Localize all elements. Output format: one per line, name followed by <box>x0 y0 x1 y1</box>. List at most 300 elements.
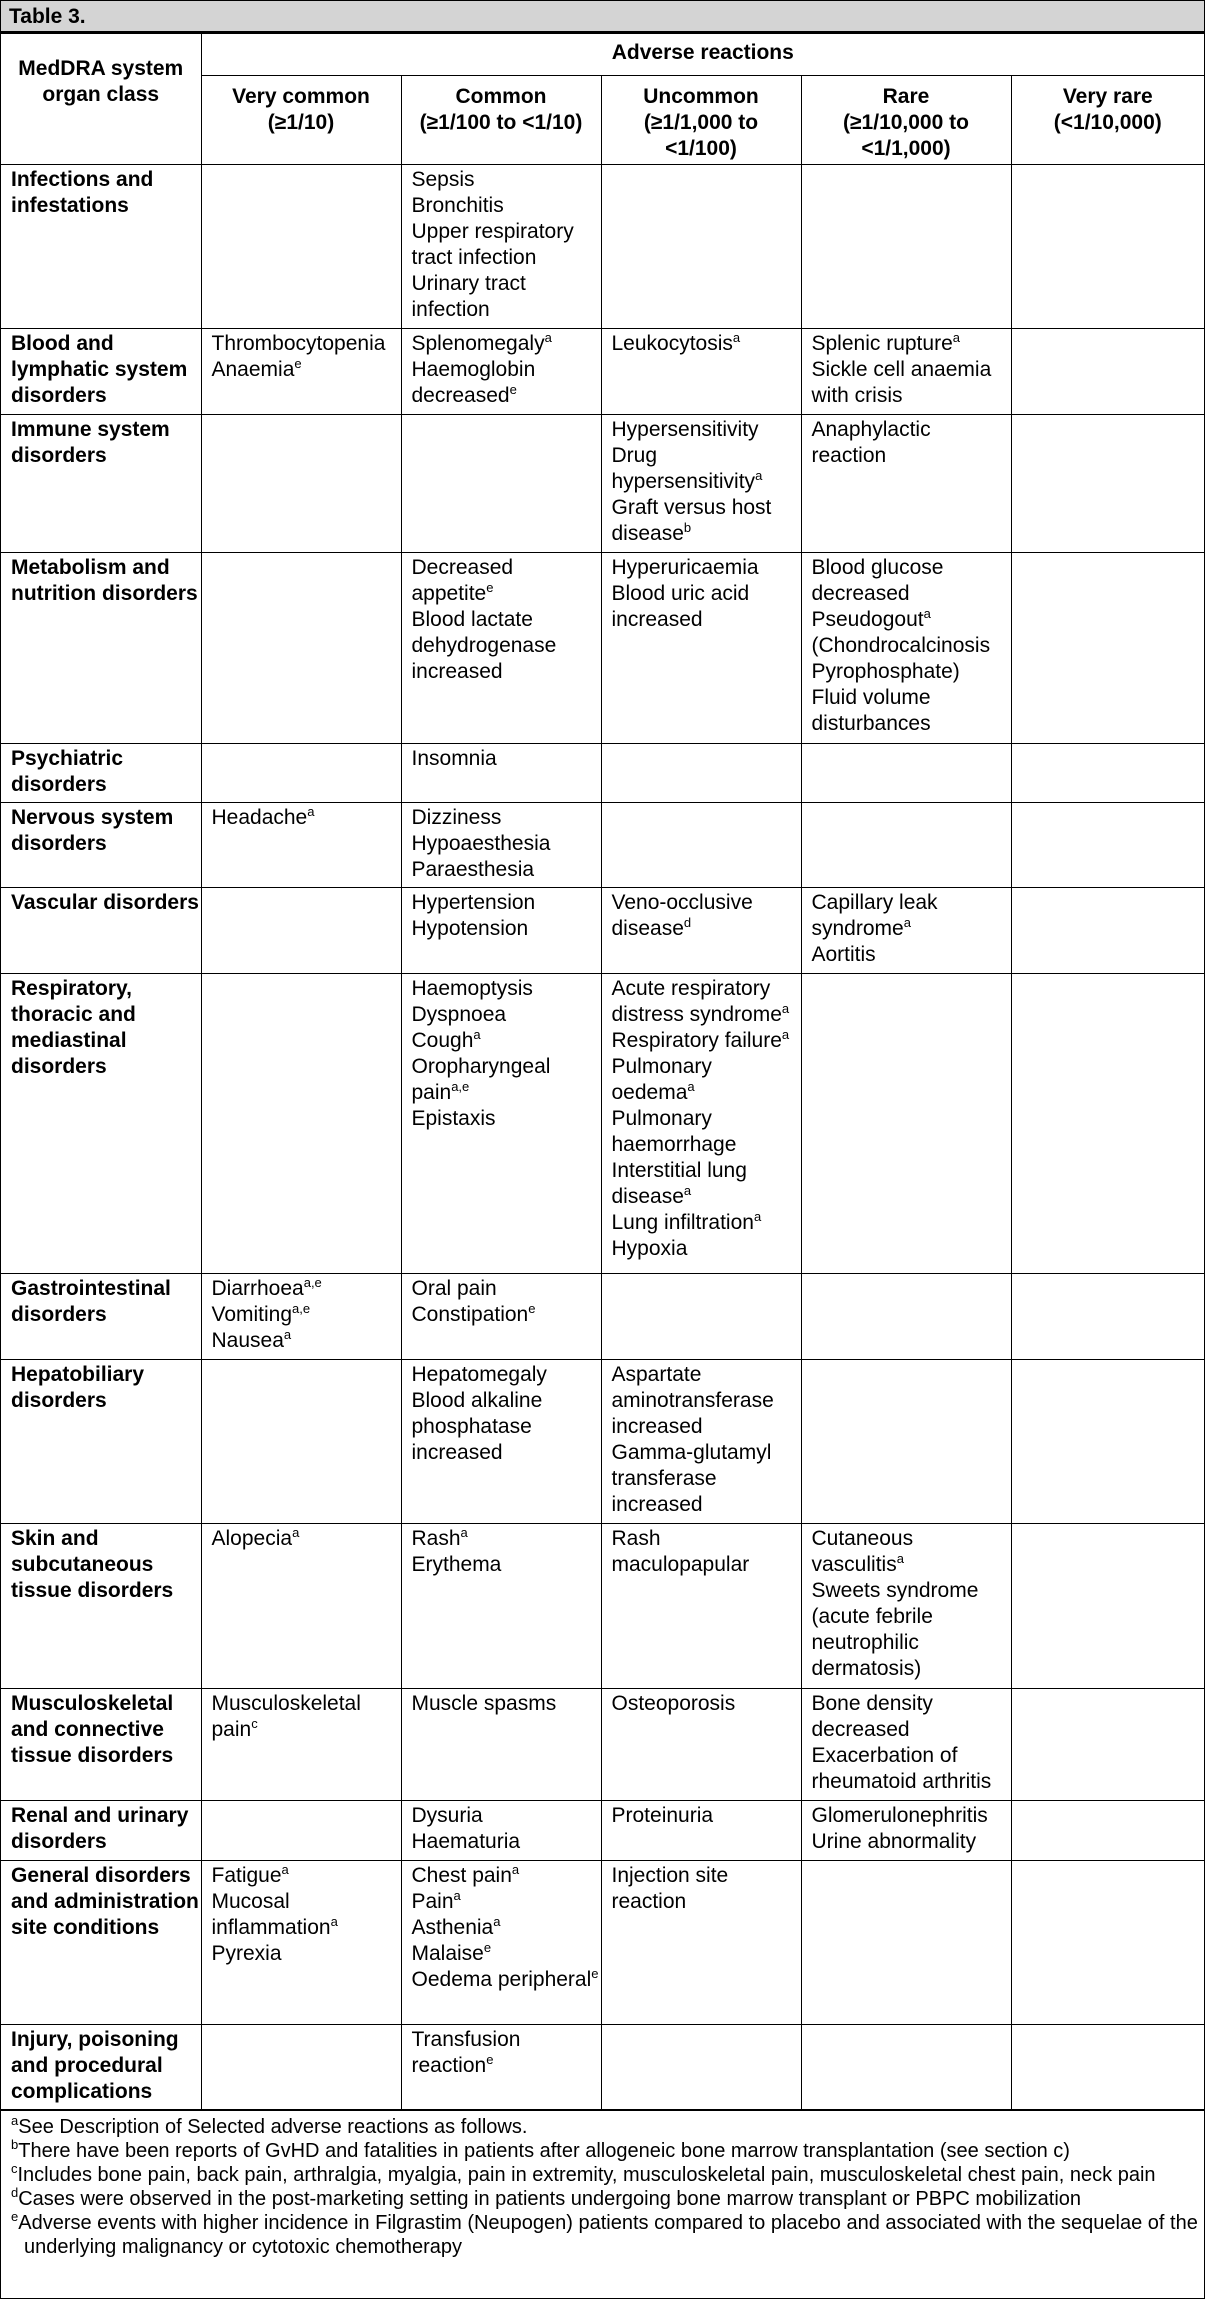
reaction-item <box>612 1440 801 1518</box>
table-header <box>1 34 1204 165</box>
reaction-item <box>412 1362 601 1388</box>
reaction-cell <box>201 1274 401 1360</box>
reaction-item <box>412 331 601 357</box>
reaction-cell <box>401 888 601 974</box>
soc-cell: Injury, poisoning and procedural complications <box>1 2025 201 2110</box>
reaction-text: Pseudogout <box>811 608 924 631</box>
reaction-text: Proteinuria <box>611 1804 714 1827</box>
reaction-cell <box>801 329 1011 415</box>
frequency-range: (<1/10,000) <box>1053 111 1162 134</box>
soc-cell: Immune system disorders <box>1 415 201 553</box>
reaction-cell <box>201 1524 401 1689</box>
reaction-cell <box>601 415 801 553</box>
reaction-text: Hepatomegaly <box>411 1363 547 1386</box>
reaction-item <box>412 805 601 831</box>
reaction-item <box>412 1829 601 1855</box>
reaction-cell <box>201 1861 401 2025</box>
reaction-item <box>612 1362 801 1440</box>
reaction-text: Paraesthesia <box>411 858 535 881</box>
footnote-marker: e <box>294 356 302 371</box>
reaction-text: Capillary leak syndrome <box>811 891 938 940</box>
reaction-cell <box>801 1274 1011 1360</box>
table-row <box>1 1360 1204 1524</box>
reaction-text: Respiratory failure <box>611 1029 782 1052</box>
reaction-item <box>412 219 601 271</box>
reaction-item <box>412 357 601 409</box>
reaction-text: Musculoskeletal pain <box>211 1692 361 1741</box>
reaction-item <box>612 1210 801 1236</box>
frequency-name: Very common <box>232 85 370 108</box>
reaction-cell <box>401 1689 601 1801</box>
footnote-marker: a <box>896 1551 904 1566</box>
reaction-cell <box>201 2025 401 2110</box>
reaction-item <box>412 1552 601 1578</box>
reaction-text: Muscle spasms <box>411 1692 557 1715</box>
reaction-item <box>812 417 1011 469</box>
reaction-text: Decreased appetite <box>411 556 514 605</box>
reaction-cell <box>201 165 401 329</box>
reaction-text: Hypoxia <box>611 1237 688 1260</box>
reaction-text: Splenomegaly <box>411 332 545 355</box>
reaction-cell <box>1011 1274 1204 1360</box>
reaction-cell <box>801 974 1011 1274</box>
footnote-marker: a <box>330 1914 338 1929</box>
reaction-text: Epistaxis <box>411 1107 496 1130</box>
table-row <box>1 803 1204 888</box>
reaction-cell <box>801 415 1011 553</box>
reaction-cell <box>1011 1861 1204 2025</box>
reaction-cell <box>601 1274 801 1360</box>
reaction-cell <box>601 329 801 415</box>
frequency-range: (≥1/1,000 to <1/100) <box>643 111 759 160</box>
reaction-item <box>612 890 801 942</box>
reaction-text: Aortitis <box>811 943 876 966</box>
footnote-marker: a <box>753 1209 762 1224</box>
footnote-mark: b <box>11 2137 19 2152</box>
reaction-item <box>412 1054 601 1106</box>
reaction-cell <box>601 888 801 974</box>
reaction-text: Haemoptysis <box>411 977 533 1000</box>
reaction-item <box>612 1863 801 1915</box>
reaction-text: Fluid volume disturbances <box>811 686 931 735</box>
reaction-cell <box>1011 2025 1204 2110</box>
reaction-item <box>412 976 601 1002</box>
table-row <box>1 974 1204 1274</box>
reaction-cell <box>401 744 601 803</box>
soc-cell: Infections and infestations <box>1 165 201 329</box>
reaction-item <box>412 746 601 772</box>
reaction-cell <box>201 744 401 803</box>
reaction-cell <box>401 415 601 553</box>
reaction-text: Haemoglobin decreased <box>411 358 536 407</box>
reaction-item <box>412 167 601 193</box>
reaction-item <box>412 1388 601 1466</box>
footnote-marker: d <box>683 915 692 930</box>
adverse-reactions-table <box>1 33 1204 2110</box>
reaction-cell <box>201 415 401 553</box>
reaction-cell <box>601 803 801 888</box>
reaction-item <box>412 1863 601 1889</box>
footnote-marker: a <box>903 915 911 930</box>
reaction-cell <box>1011 553 1204 744</box>
footnote <box>11 2115 1204 2139</box>
reaction-cell <box>1011 415 1204 553</box>
reaction-cell <box>801 2025 1011 2110</box>
reaction-item <box>412 831 601 857</box>
reaction-text: Insomnia <box>411 747 497 770</box>
reaction-text: Acute respiratory distress syndrome <box>611 977 782 1026</box>
reaction-item <box>412 1915 601 1941</box>
reaction-item <box>612 1803 801 1829</box>
reaction-item <box>812 890 1011 942</box>
reaction-text: Pulmonary haemorrhage <box>611 1107 737 1156</box>
footnote-marker: a <box>952 330 960 345</box>
reaction-text: Aspartate aminotransferase increased <box>611 1363 774 1438</box>
reaction-cell <box>1011 974 1204 1274</box>
reaction-cell <box>801 165 1011 329</box>
reaction-cell <box>401 1861 601 2025</box>
reaction-text: Hypoaesthesia <box>411 832 551 855</box>
reaction-cell <box>401 1360 601 1524</box>
reaction-item <box>212 1691 401 1743</box>
footnote-marker: a <box>473 1027 481 1042</box>
footnote-marker: a <box>755 468 763 483</box>
footnote-marker: e <box>483 1940 492 1955</box>
reaction-cell <box>1011 744 1204 803</box>
footnote-marker: c <box>251 1716 258 1731</box>
reaction-text: Leukocytosis <box>611 332 733 355</box>
reaction-text: Injection site reaction <box>611 1864 729 1913</box>
reaction-item <box>412 890 601 916</box>
reaction-cell <box>1011 1689 1204 1801</box>
footnote-marker: a,e <box>303 1275 322 1290</box>
reaction-text: Oedema peripheral <box>411 1968 592 1991</box>
table-row <box>1 1524 1204 1689</box>
reaction-text: Sepsis <box>411 168 475 191</box>
table-row <box>1 1801 1204 1861</box>
reaction-text: Nausea <box>211 1329 284 1352</box>
table-row <box>1 1689 1204 1801</box>
reaction-text: Sickle cell anaemia with crisis <box>811 358 992 407</box>
reaction-cell <box>601 1524 801 1689</box>
reaction-item <box>412 271 601 323</box>
reaction-cell <box>601 1360 801 1524</box>
reaction-item <box>812 685 1011 737</box>
footnote-marker: b <box>683 520 692 535</box>
reaction-cell <box>1011 329 1204 415</box>
adverse-reactions-header <box>201 34 1204 76</box>
reaction-text: Rash <box>411 1527 461 1550</box>
reaction-text: Sweets syndrome (acute febrile neutrophilic dermatosis) <box>811 1579 979 1680</box>
reaction-item <box>412 193 601 219</box>
reaction-item <box>612 417 801 443</box>
reaction-cell <box>401 553 601 744</box>
reaction-item <box>412 1889 601 1915</box>
footnote <box>11 2211 1204 2259</box>
adverse-reactions-label: Adverse reactions <box>611 41 794 64</box>
reaction-item <box>212 1302 401 1328</box>
reaction-text: Vomiting <box>211 1303 293 1326</box>
frequency-column-header <box>401 76 601 165</box>
footnote-mark: c <box>11 2161 18 2176</box>
reaction-item <box>212 1276 401 1302</box>
reaction-text: Asthenia <box>411 1916 494 1939</box>
reaction-text: Erythema <box>411 1553 502 1576</box>
reaction-cell <box>601 1861 801 2025</box>
reaction-cell <box>1011 1524 1204 1689</box>
reaction-item <box>412 2027 601 2079</box>
footnote-marker: a <box>292 1525 300 1540</box>
reaction-text: Gamma-glutamyl transferase increased <box>611 1441 772 1516</box>
reaction-item <box>612 1054 801 1106</box>
reaction-item <box>412 1526 601 1552</box>
reaction-text: Exacerbation of rheumatoid arthritis <box>811 1744 992 1793</box>
footnote-marker: a <box>732 330 741 345</box>
reaction-text: Pain <box>411 1890 454 1913</box>
reaction-text: Hypotension <box>411 917 529 940</box>
reaction-item <box>812 942 1011 968</box>
reaction-cell <box>201 803 401 888</box>
reaction-item <box>812 1691 1011 1743</box>
soc-cell: Blood and lymphatic system disorders <box>1 329 201 415</box>
frequency-name: Very rare <box>1062 85 1153 108</box>
reaction-item <box>812 555 1011 607</box>
reaction-text: Anaphylactic reaction <box>811 418 931 467</box>
reaction-text: Splenic rupture <box>811 332 953 355</box>
reaction-cell <box>401 1524 601 1689</box>
footnote-text: Adverse events with higher incidence in Filgrastim (Neupogen) patients compared to placebo and associated with the sequelae of the underlying malignancy or cytotoxic chemotherapy <box>18 2212 1198 2258</box>
reaction-text: Urine abnormality <box>811 1830 977 1853</box>
footnote-text: See Description of Selected adverse reactions as follows. <box>18 2116 528 2138</box>
frequency-name: Rare <box>882 85 930 108</box>
reaction-text: Chest pain <box>411 1864 512 1887</box>
reaction-cell <box>601 1689 801 1801</box>
reaction-item <box>212 331 401 357</box>
footnote-marker: a <box>283 1327 292 1342</box>
reaction-item <box>412 916 601 942</box>
table-row <box>1 553 1204 744</box>
soc-cell: Nervous system disorders <box>1 803 201 888</box>
reaction-item <box>412 1106 601 1132</box>
reaction-text: Diarrhoea <box>211 1277 304 1300</box>
reaction-text: Alopecia <box>211 1527 293 1550</box>
footnote-marker: e <box>591 1966 599 1981</box>
frequency-range: (≥1/100 to <1/10) <box>419 111 583 134</box>
reaction-cell <box>801 803 1011 888</box>
reaction-text: Veno-occlusive disease <box>611 891 753 940</box>
reaction-item <box>612 331 801 357</box>
reaction-item <box>412 1967 601 1993</box>
reaction-text: Cough <box>411 1029 474 1052</box>
table-row <box>1 2025 1204 2110</box>
footnote-marker: a <box>683 1183 692 1198</box>
table-row <box>1 1274 1204 1360</box>
reaction-item <box>412 1028 601 1054</box>
reaction-text: Dysuria <box>411 1804 483 1827</box>
reaction-cell <box>1011 1360 1204 1524</box>
reaction-text: Headache <box>211 806 308 829</box>
reaction-item <box>212 1889 401 1941</box>
reaction-cell <box>801 888 1011 974</box>
reaction-text: Cutaneous vasculitis <box>811 1527 914 1576</box>
reaction-cell <box>401 329 601 415</box>
reaction-item <box>412 1691 601 1717</box>
soc-cell: Skin and subcutaneous tissue disorders <box>1 1524 201 1689</box>
reaction-cell <box>601 744 801 803</box>
reaction-text: Pulmonary oedema <box>611 1055 712 1104</box>
footnote-marker: a <box>544 330 552 345</box>
reaction-item <box>812 1526 1011 1578</box>
reaction-item <box>812 1829 1011 1855</box>
reaction-cell <box>601 2025 801 2110</box>
reaction-text: Mucosal inflammation <box>211 1890 331 1939</box>
soc-header-label: MedDRA system organ class <box>18 57 184 106</box>
footnote-marker: e <box>528 1301 536 1316</box>
footnote-marker: e <box>509 382 517 397</box>
reaction-text: Hypertension <box>411 891 536 914</box>
reaction-text: Blood uric acid increased <box>611 582 750 631</box>
reaction-cell <box>201 888 401 974</box>
reaction-cell <box>1011 803 1204 888</box>
reaction-cell <box>201 1689 401 1801</box>
reaction-text: Transfusion reaction <box>411 2028 521 2077</box>
reaction-cell <box>801 553 1011 744</box>
footnote-text: There have been reports of GvHD and fatalities in patients after allogeneic bone marrow transplantation (see section c) <box>18 2140 1070 2162</box>
reaction-item <box>412 1276 601 1302</box>
reaction-item <box>612 976 801 1028</box>
reaction-cell <box>401 2025 601 2110</box>
reaction-text: Bone density decreased <box>811 1692 933 1741</box>
table-row <box>1 888 1204 974</box>
soc-cell: Respiratory, thoracic and mediastinal disorders <box>1 974 201 1274</box>
reaction-item <box>612 495 801 547</box>
soc-cell: Metabolism and nutrition disorders <box>1 553 201 744</box>
reaction-text: Interstitial lung disease <box>611 1159 747 1208</box>
reaction-cell <box>401 803 601 888</box>
reaction-text: Graft versus host disease <box>611 496 772 545</box>
table-body <box>1 165 1204 2110</box>
reaction-item <box>412 555 601 607</box>
frequency-column-header <box>201 76 401 165</box>
reaction-cell <box>201 553 401 744</box>
frequency-range: (≥1/10,000 to <1/1,000) <box>843 111 969 160</box>
reaction-cell <box>801 1360 1011 1524</box>
reaction-item <box>412 1941 601 1967</box>
footnote-mark: d <box>11 2185 19 2200</box>
reaction-cell <box>1011 888 1204 974</box>
footnotes <box>1 2110 1204 2259</box>
table-title: Table 3. <box>1 1 1204 33</box>
reaction-cell <box>1011 1801 1204 1861</box>
reaction-text: Haematuria <box>411 1830 521 1853</box>
reaction-text: Dyspnoea <box>411 1003 507 1026</box>
reaction-item <box>212 1941 401 1967</box>
reaction-cell <box>401 974 601 1274</box>
reaction-cell <box>201 1801 401 1861</box>
soc-cell: Gastrointestinal disorders <box>1 1274 201 1360</box>
reaction-text: Glomerulonephritis <box>811 1804 988 1827</box>
soc-cell: Hepatobiliary disorders <box>1 1360 201 1524</box>
reaction-item <box>412 1803 601 1829</box>
reaction-text: Hypersensitivity <box>611 418 759 441</box>
footnote-text: Cases were observed in the post-marketing setting in patients undergoing bone marrow transplant or PBPC mobilization <box>18 2188 1082 2210</box>
reaction-cell <box>401 165 601 329</box>
reaction-text: Blood alkaline phosphatase increased <box>411 1389 543 1464</box>
reaction-item <box>612 581 801 633</box>
reaction-item <box>212 805 401 831</box>
footnote <box>11 2187 1204 2211</box>
reaction-cell <box>601 165 801 329</box>
frequency-name: Common <box>455 85 547 108</box>
footnote-marker: a <box>307 804 315 819</box>
reaction-item <box>412 857 601 883</box>
table-row <box>1 165 1204 329</box>
footnote-marker: a <box>511 1862 520 1877</box>
reaction-cell <box>801 1524 1011 1689</box>
reaction-cell <box>801 744 1011 803</box>
reaction-text: Blood glucose decreased <box>811 556 944 605</box>
reaction-item <box>812 1803 1011 1829</box>
reaction-item <box>812 331 1011 357</box>
reaction-text: Urinary tract infection <box>411 272 526 321</box>
table-row <box>1 329 1204 415</box>
soc-cell: Renal and urinary disorders <box>1 1801 201 1861</box>
footnote-marker: a,e <box>451 1079 470 1094</box>
reaction-text: Anaemia <box>211 358 295 381</box>
reaction-cell <box>801 1861 1011 2025</box>
footnote <box>11 2163 1204 2187</box>
reaction-item <box>612 1028 801 1054</box>
frequency-column-header <box>801 76 1011 165</box>
reaction-text: Hyperuricaemia <box>611 556 759 579</box>
footnote-marker: a,e <box>292 1301 311 1316</box>
table-row <box>1 1861 1204 2025</box>
reaction-text: Blood lactate dehydrogenase increased <box>411 608 557 683</box>
reaction-cell <box>601 553 801 744</box>
footnote-marker: e <box>486 2052 494 2067</box>
reaction-item <box>412 1002 601 1028</box>
reaction-item <box>612 555 801 581</box>
footnote-marker: e <box>486 580 494 595</box>
footnote-marker: a <box>281 1862 289 1877</box>
reaction-cell <box>201 974 401 1274</box>
footnote-marker: a <box>493 1914 501 1929</box>
reaction-item <box>412 607 601 685</box>
footnote-marker: a <box>781 1001 790 1016</box>
reaction-text: Bronchitis <box>411 194 504 217</box>
soc-column-header <box>1 34 201 165</box>
reaction-text: Oral pain <box>411 1277 497 1300</box>
reaction-text: Dizziness <box>411 806 502 829</box>
footnote <box>11 2139 1204 2163</box>
reaction-item <box>612 1106 801 1158</box>
reaction-text: Upper respiratory tract infection <box>411 220 574 269</box>
reaction-text: Malaise <box>411 1942 484 1965</box>
reaction-item <box>812 633 1011 685</box>
reaction-text: Fatigue <box>211 1864 282 1887</box>
footnote-mark: a <box>11 2113 19 2128</box>
soc-cell: General disorders and administration site conditions <box>1 1861 201 2025</box>
reaction-text: Rash maculopapular <box>611 1527 750 1576</box>
soc-cell: Musculoskeletal and connective tissue disorders <box>1 1689 201 1801</box>
reaction-cell <box>201 329 401 415</box>
reaction-item <box>812 1743 1011 1795</box>
reaction-item <box>812 607 1011 633</box>
reaction-item <box>612 1526 801 1578</box>
frequency-range: (≥1/10) <box>267 111 335 134</box>
reaction-text: Pyrexia <box>211 1942 282 1965</box>
reaction-cell <box>601 974 801 1274</box>
